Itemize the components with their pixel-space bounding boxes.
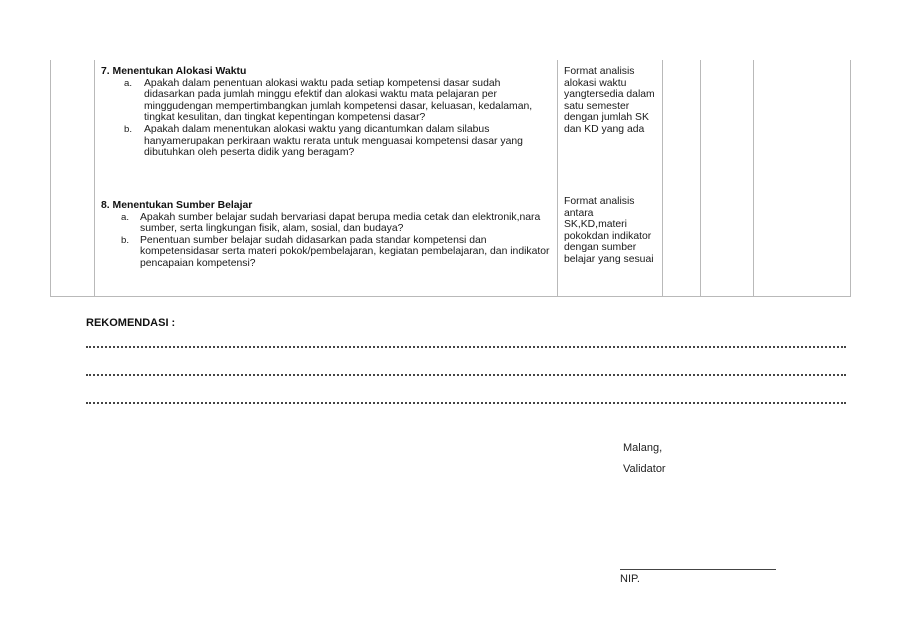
sub-item bbox=[101, 124, 551, 159]
sub-item-text: Penentuan sumber belajar sudah didasarkan pada standar kompetensi dan kompetensidasar serta materi pokok/pembelajaran, kegiatan pembelajaran, dan indikator pencapaian kompetensi? bbox=[140, 234, 550, 269]
instrument-text: Format analisis antara SK,KD,materi pokokdan indikator dengan sumber belajar yang sesuai bbox=[564, 196, 654, 265]
signature-place: Malang, bbox=[623, 442, 663, 454]
recommendation-heading: REKOMENDASI : bbox=[86, 317, 176, 329]
sub-item-text: Apakah dalam penentuan alokasi waktu pada setiap kompetensi dasar sudah didasarkan pada jumlah minggu efektif dan alokasi waktu mata pelajaran per minggudengan mempertimbangkan jumlah kompetensi dasar, keluasan, kedalaman, tingkat kesulitan, dan tingkat kepentingan kompetensi dasar? bbox=[144, 77, 533, 124]
recommendation-line-2[interactable] bbox=[86, 374, 846, 376]
aspect-cell bbox=[95, 60, 558, 194]
score-cell-b[interactable] bbox=[701, 194, 754, 297]
sub-item-marker: b. bbox=[124, 123, 133, 135]
sub-item-marker: b. bbox=[121, 234, 130, 246]
validation-table bbox=[50, 60, 851, 297]
instrument-text: Format analisis alokasi waktu yangtersedia dalam satu semester dengan jumlah SK dan KD yang ada bbox=[564, 66, 655, 135]
notes-cell[interactable] bbox=[754, 194, 851, 297]
score-cell-a[interactable] bbox=[663, 194, 701, 297]
sub-item bbox=[101, 78, 551, 124]
sub-item bbox=[101, 235, 551, 270]
sub-item-text: Apakah sumber belajar sudah bervariasi dapat berupa media cetak dan elektronik,nara sumber, serta lingkungan fisik, alam, sosial, dan budaya? bbox=[140, 211, 541, 235]
sub-item-list bbox=[101, 212, 551, 270]
instrument-cell bbox=[558, 194, 663, 297]
table-row bbox=[51, 60, 851, 194]
recommendation-line-1[interactable] bbox=[86, 346, 846, 348]
sub-item-marker: a. bbox=[121, 211, 130, 223]
signature-role: Validator bbox=[623, 463, 666, 475]
row-number-cell bbox=[51, 194, 95, 297]
instrument-cell bbox=[558, 60, 663, 194]
nip-label: NIP. bbox=[620, 573, 640, 585]
score-cell-b[interactable] bbox=[701, 60, 754, 194]
score-cell-a[interactable] bbox=[663, 60, 701, 194]
recommendation-line-3[interactable] bbox=[86, 402, 846, 404]
item-title: 7. Menentukan Alokasi Waktu bbox=[101, 66, 247, 77]
signature-line bbox=[620, 569, 776, 570]
row-number-cell bbox=[51, 60, 95, 194]
sub-item bbox=[101, 212, 551, 235]
aspect-cell bbox=[95, 194, 558, 297]
sub-item-list bbox=[101, 78, 551, 159]
item-title: 8. Menentukan Sumber Belajar bbox=[101, 200, 253, 211]
sub-item-marker: a. bbox=[124, 77, 133, 89]
table-row bbox=[51, 194, 851, 297]
notes-cell[interactable] bbox=[754, 60, 851, 194]
sub-item-text: Apakah dalam menentukan alokasi waktu yang dicantumkan dalam silabus hanyamerupakan perkiraan waktu rerata untuk menguasai kompetensi dasar yang dibutuhkan oleh peserta didik yang beragam? bbox=[144, 123, 523, 159]
